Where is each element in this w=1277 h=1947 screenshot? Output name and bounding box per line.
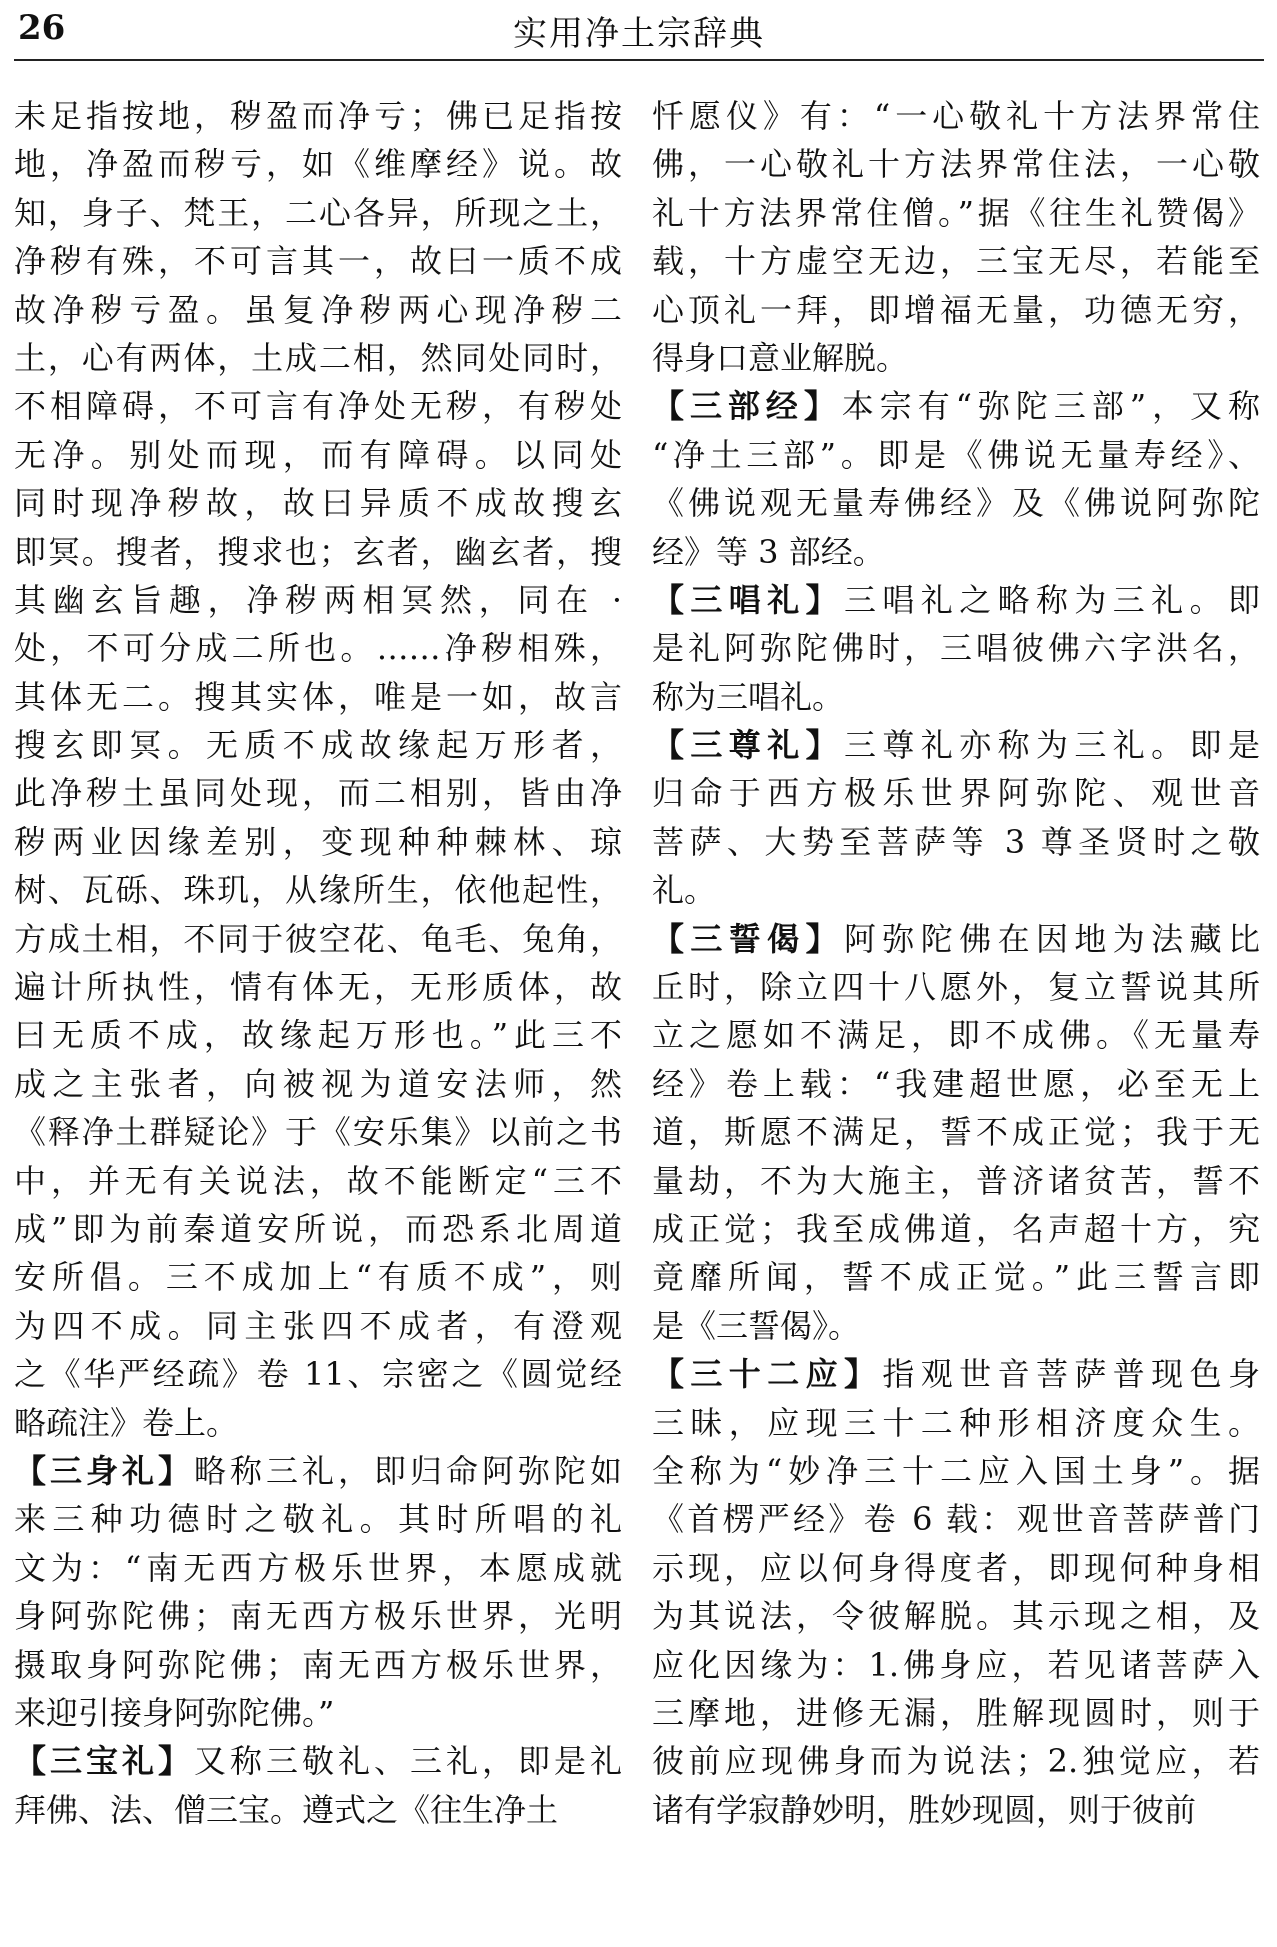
text-line: 是《三誓偈》。 xyxy=(652,1306,861,1345)
text-line: 菩萨、大势至菩萨等 3 尊圣贤时之敬 xyxy=(652,822,1260,861)
text-line: 摄取身阿弥陀佛；南无西方极乐世界， xyxy=(14,1645,622,1684)
text-line: 故净秽亏盈。虽复净秽两心现净秽二 xyxy=(14,290,622,329)
running-title: 实用净土宗辞典 xyxy=(513,14,765,54)
entry-term: 【三唱礼】 xyxy=(652,580,844,619)
text-line: 礼。 xyxy=(652,871,717,910)
entry-text: 三唱礼之略称为三礼。即 xyxy=(844,580,1260,619)
text-line: 不相障碍，不可言有净处无秽，有秽处 xyxy=(14,387,622,426)
text-line: 文为：“南无西方极乐世界，本愿成就 xyxy=(14,1548,622,1587)
dictionary-entry xyxy=(652,382,1260,576)
text-line: 成之主张者，向被视为道安法师，然 xyxy=(14,1064,622,1103)
text-line: 心顶礼一拜，即增福无量，功德无穷， xyxy=(652,290,1260,329)
text-line: 《首楞严经》卷 6 载：观世音菩萨普门 xyxy=(652,1500,1260,1539)
text-line: 此净秽土虽同处现，而二相别，皆由净 xyxy=(14,774,622,813)
text-line: 称为三唱礼。 xyxy=(652,677,845,716)
entry-term: 【三身礼】 xyxy=(14,1451,194,1490)
text-line: 处，不可分成二所也。……净秽相殊， xyxy=(14,629,622,668)
text-line: 应化因缘为：1.佛身应，若见诸菩萨入 xyxy=(652,1645,1260,1684)
text-line: 身阿弥陀佛；南无西方极乐世界，光明 xyxy=(14,1597,622,1636)
dictionary-entry xyxy=(14,1737,622,1834)
dictionary-entry xyxy=(652,915,1260,1351)
text-line: 三摩地，进修无漏，胜解现圆时，则于 xyxy=(652,1693,1260,1732)
page-number: 26 xyxy=(18,8,66,48)
text-line: 得身口意业解脱。 xyxy=(652,338,909,377)
entry-term: 【三誓偈】 xyxy=(652,919,844,958)
text-line: 之《华严经疏》卷 11、宗密之《圆觉经 xyxy=(14,1355,622,1394)
text-line: 遍计所执性，情有体无，无形质体，故 xyxy=(14,968,622,1007)
right-column xyxy=(652,92,1260,1834)
entry-term: 【三尊礼】 xyxy=(652,726,844,765)
text-line: 道，斯愿不满足，誓不成正觉；我于无 xyxy=(652,1113,1260,1152)
text-line: 搜玄即冥。无质不成故缘起万形者， xyxy=(14,726,622,765)
text-line: 即冥。搜者，搜求也；玄者，幽玄者，搜 xyxy=(14,532,622,571)
text-line: 拜佛、法、僧三宝。遵式之《往生净土 xyxy=(14,1790,559,1829)
entry-first-line xyxy=(652,721,1260,769)
text-line: 土，心有两体，土成二相，然同处同时， xyxy=(14,338,622,377)
text-line: 同时现净秽故，故曰异质不成故搜玄 xyxy=(14,484,622,523)
text-line: 是礼阿弥陀佛时，三唱彼佛六字洪名， xyxy=(652,629,1260,668)
text-line: 载，十方虚空无边，三宝无尽，若能至 xyxy=(652,242,1260,281)
text-line: 《释净土群疑论》于《安乐集》以前之书 xyxy=(14,1113,622,1152)
entry-first-line xyxy=(652,1350,1260,1398)
text-line: 丘时，除立四十八愿外，复立誓说其所 xyxy=(652,968,1260,1007)
text-line: 曰无质不成，故缘起万形也。”此三不 xyxy=(14,1016,622,1055)
text-line: 全称为“妙净三十二应入国土身”。据 xyxy=(652,1451,1260,1490)
text-line: 方成土相，不同于彼空花、龟毛、兔角， xyxy=(14,919,622,958)
dictionary-entry xyxy=(652,576,1260,721)
text-line: 为四不成。同主张四不成者，有澄观 xyxy=(14,1306,622,1345)
text-line: 净秽有殊，不可言其一，故曰一质不成 xyxy=(14,242,622,281)
dictionary-entry xyxy=(652,1350,1260,1834)
entry-text: 本宗有“弥陀三部”，又称 xyxy=(841,387,1260,426)
text-line: 归命于西方极乐世界阿弥陀、观世音 xyxy=(652,774,1260,813)
text-line: 地，净盈而秽亏，如《维摩经》说。故 xyxy=(14,145,622,184)
entry-first-line xyxy=(652,915,1260,963)
text-line: 无净。别处而现，而有障碍。以同处 xyxy=(14,435,622,474)
header-rule xyxy=(14,59,1264,61)
entry-text: 阿弥陀佛在因地为法藏比 xyxy=(844,919,1260,958)
text-line: 诸有学寂静妙明，胜妙现圆，则于彼前 xyxy=(652,1790,1197,1829)
text-line: 树、瓦砾、珠玑，从缘所生，依他起性， xyxy=(14,871,622,910)
entry-text: 指观世音菩萨普现色身 xyxy=(882,1355,1260,1394)
text-line: 中，并无有关说法，故不能断定“三不 xyxy=(14,1161,622,1200)
text-line: 未足指按地，秽盈而净亏；佛已足指按 xyxy=(14,97,622,135)
text-line: 《佛说观无量寿佛经》及《佛说阿弥陀 xyxy=(652,484,1260,523)
page-header xyxy=(14,0,1264,60)
text-line: 佛，一心敬礼十方法界常住法，一心敬 xyxy=(652,145,1260,184)
text-line: 秽两业因缘差别，变现种种棘林、琼 xyxy=(14,822,622,861)
text-line: 其幽玄旨趣，净秽两相冥然，同在 · xyxy=(14,580,622,619)
entry-term: 【三十二应】 xyxy=(652,1355,883,1394)
text-line: 礼十方法界常住僧。”据《往生礼赞偈》 xyxy=(652,193,1260,232)
entry-text: 又称三敬礼、三礼，即是礼 xyxy=(194,1742,622,1781)
text-line: 来迎引接身阿弥陀佛。” xyxy=(14,1693,335,1732)
text-line: 竟靡所闻，誓不成正觉。”此三誓言即 xyxy=(652,1258,1260,1297)
entry-term: 【三宝礼】 xyxy=(14,1742,194,1781)
text-line: 量劫，不为大施主，普济诸贫苦，誓不 xyxy=(652,1161,1260,1200)
text-line: 经》等 3 部经。 xyxy=(652,532,885,571)
text-line: 示现，应以何身得度者，即现何种身相 xyxy=(652,1548,1260,1587)
text-line: 其体无二。搜其实体，唯是一如，故言 xyxy=(14,677,622,716)
text-line: 安所倡。三不成加上“有质不成”，则 xyxy=(14,1258,622,1297)
entry-first-line xyxy=(14,1447,622,1495)
text-line: 经》卷上载：“我建超世愿，必至无上 xyxy=(652,1064,1260,1103)
text-line: 忏愿仪》有：“一心敬礼十方法界常住 xyxy=(652,97,1260,135)
text-line: 立之愿如不满足，即不成佛。《无量寿 xyxy=(652,1016,1260,1055)
entry-term: 【三部经】 xyxy=(652,387,842,426)
text-line: 知，身子、梵王，二心各异，所现之土， xyxy=(14,193,622,232)
entry-first-line xyxy=(652,382,1260,430)
entry-first-line xyxy=(652,576,1260,624)
text-line: 略疏注》卷上。 xyxy=(14,1403,239,1442)
entry-text: 略称三礼，即归命阿弥陀如 xyxy=(194,1451,622,1490)
text-line: 为其说法，令彼解脱。其示现之相，及 xyxy=(652,1597,1260,1636)
text-line: “净土三部”。即是《佛说无量寿经》、 xyxy=(652,435,1260,474)
entry-text: 三尊礼亦称为三礼。即是 xyxy=(844,726,1260,765)
text-line: 彼前应现佛身而为说法；2.独觉应，若 xyxy=(652,1742,1260,1781)
entry-first-line xyxy=(14,1737,622,1785)
text-line: 成”即为前秦道安所说，而恐系北周道 xyxy=(14,1209,622,1248)
text-line: 来三种功德时之敬礼。其时所唱的礼 xyxy=(14,1500,622,1539)
text-line: 三昧，应现三十二种形相济度众生。 xyxy=(652,1403,1260,1442)
dictionary-entry xyxy=(14,1447,622,1737)
text-line: 成正觉；我至成佛道，名声超十方，究 xyxy=(652,1209,1260,1248)
left-column xyxy=(14,92,622,1834)
dictionary-entry xyxy=(652,721,1260,915)
